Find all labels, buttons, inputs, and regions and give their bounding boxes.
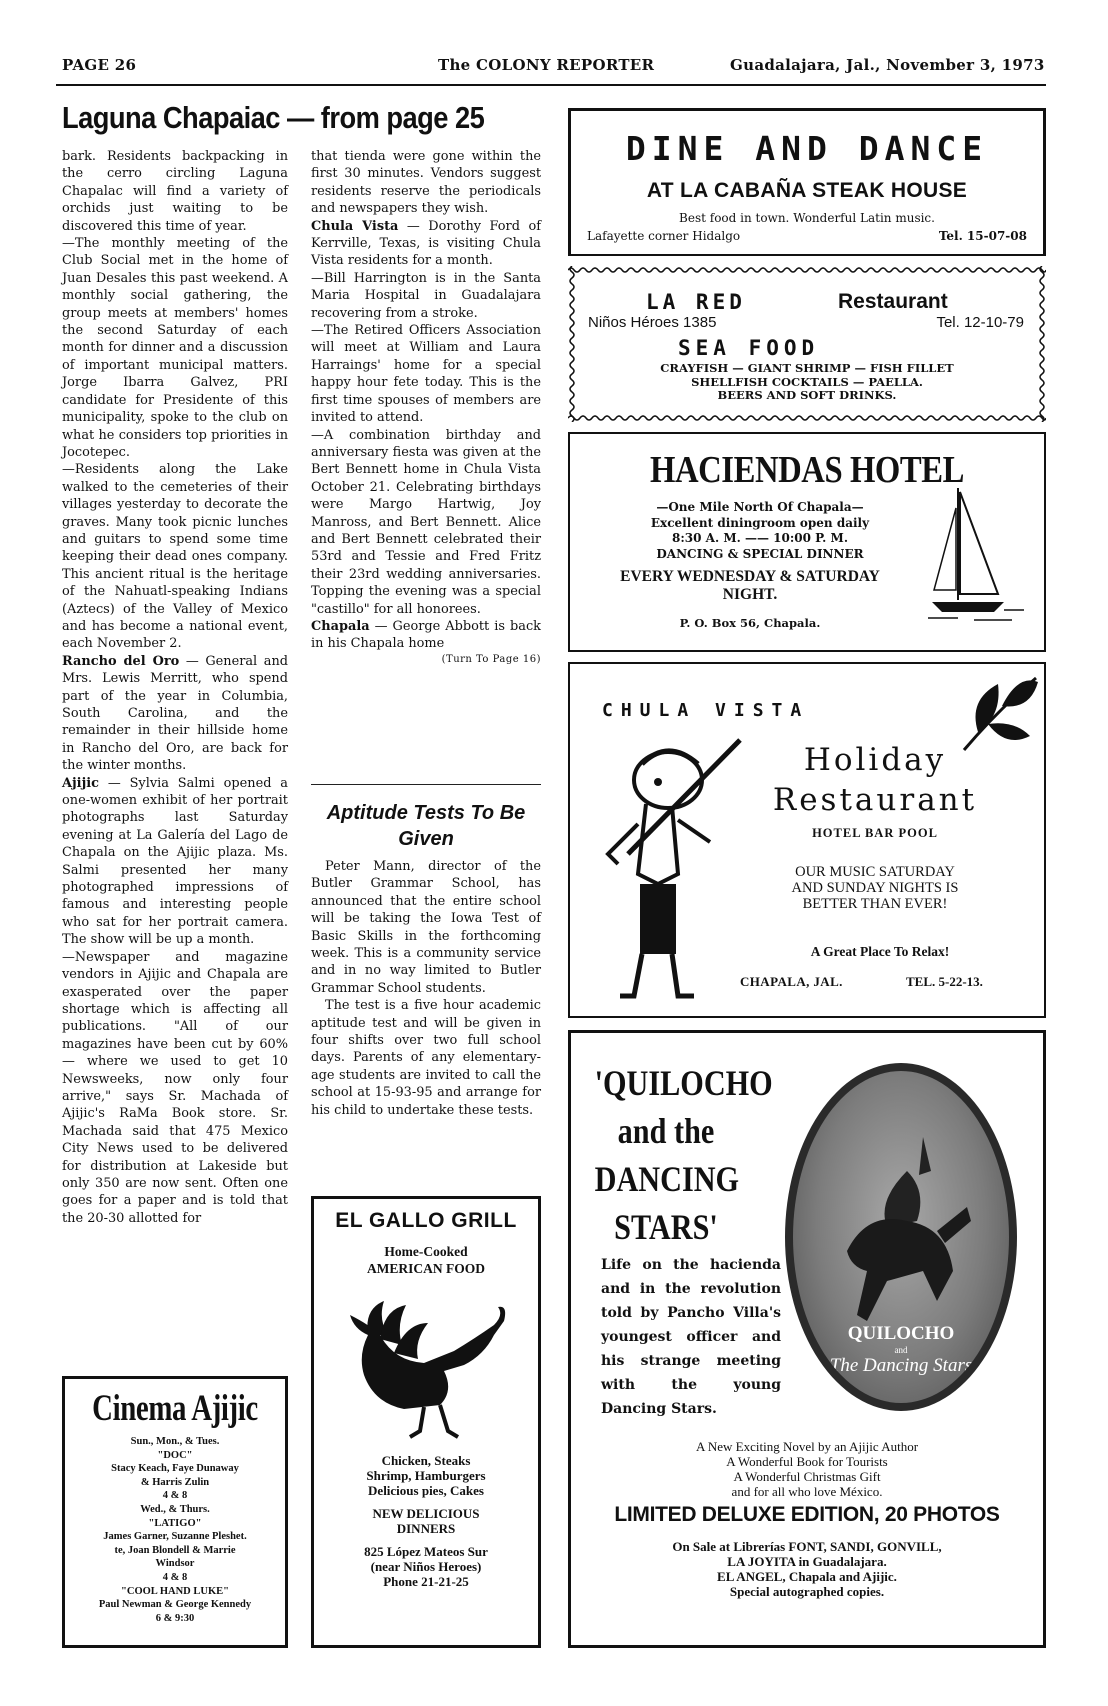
ad-title: DINE AND DANCE	[625, 129, 989, 168]
ad-line: 8:30 A. M. —— 10:00 P. M.	[672, 531, 848, 545]
ad-la-red	[568, 266, 1046, 422]
schedule-line: "DOC"	[157, 1449, 193, 1461]
article-paragraph: —The monthly meeting of the Club Social met in the home of Juan Desales this past weekend. A monthly social gathering, the group meets at members' homes the second Saturday of each month for dinner and a discussion of important municipal matters. Jorge Ibarra Galvez, PRI candidate for Presidente of this municipality, spoke to the club on what he considers top priorities in Jocotepec.	[62, 236, 288, 460]
schedule-line: 4 & 8	[162, 1571, 188, 1583]
article-headline: Laguna Chapaiac — from page 25	[62, 100, 485, 135]
book-title-line: 'QUILOCHO	[594, 1063, 773, 1103]
dateline-lead: Chapala	[311, 618, 370, 634]
ad-title: Cinema Ajijic	[92, 1388, 258, 1429]
ad-city: CHAPALA, JAL.	[740, 974, 843, 989]
ad-headline: LIMITED DELUXE EDITION, 20 PHOTOS	[614, 1503, 1000, 1526]
ad-haciendas-hotel	[568, 432, 1046, 652]
ad-text	[740, 864, 1010, 912]
ad-line: OUR MUSIC SATURDAY	[795, 864, 955, 880]
article-text: — General and Mrs. Lewis Merritt, who spend part of the year in Columbia, South Carolina, and the remainder in their hillside home in Rancho del Oro, are back for the winter months.	[62, 653, 289, 774]
schedule-line: Sun., Mon., & Tues.	[130, 1436, 220, 1447]
spacer	[314, 1536, 538, 1544]
ad-title: CHULA VISTA	[602, 700, 810, 721]
article-paragraph: —The Retired Officers Association will meet at William and Laura Harraings' home for a special happy hour fete today. This is the first time spouses of members are invited to attend.	[311, 323, 541, 426]
ad-subtitle: AT LA CABAÑA STEAK HOUSE	[646, 179, 968, 202]
ad-line: Delicious pies, Cakes	[368, 1483, 484, 1498]
column-rule	[311, 784, 541, 785]
ad-headline	[770, 740, 980, 820]
ad-title: EL GALLO GRILL	[335, 1209, 517, 1232]
sailboat-icon	[928, 478, 1028, 628]
article-paragraph: that tienda were gone within the first 30 minutes. Vendors suggest residents reserve the periodicals and newspapers they wish.	[311, 149, 541, 217]
guitar-player-icon	[598, 734, 758, 1004]
wavy-border-icon	[568, 414, 1046, 422]
book-title-line: STARS'	[614, 1207, 718, 1247]
wavy-border-icon	[568, 266, 1046, 274]
ad-line: AND SUNDAY NIGHTS IS	[791, 880, 959, 896]
cover-text: QUILOCHO	[847, 1323, 955, 1344]
schedule-line: "COOL HAND LUKE"	[121, 1585, 229, 1597]
ad-line: and for all who love México.	[731, 1484, 883, 1499]
ad-slogan: A Great Place To Relax!	[810, 944, 950, 959]
ad-line: DINNERS	[396, 1521, 456, 1536]
schedule-line: 4 & 8	[162, 1490, 188, 1502]
ad-menu-line: SHELLFISH COCKTAILS — PAELLA.	[691, 374, 923, 389]
schedule-line: & Harris Zulin	[140, 1476, 210, 1488]
ad-title: Restaurant	[838, 290, 948, 313]
ad-line: A Wonderful Book for Tourists	[726, 1454, 888, 1469]
book-title	[594, 1059, 773, 1251]
book-title-line: and the	[617, 1111, 715, 1151]
schedule-line: Wed., & Thurs.	[140, 1503, 210, 1515]
ad-phone: Tel. 12-10-79	[936, 314, 1024, 331]
book-title-line: DANCING	[594, 1159, 740, 1199]
article-paragraph: —Bill Harrington is in the Santa Maria Hospital in Guadalajara recovering from a stroke.	[311, 270, 541, 321]
continued-notice: (Turn To Page 16)	[441, 653, 541, 665]
article-paragraph	[62, 775, 288, 949]
schedule-line: Paul Newman & George Kennedy	[98, 1599, 252, 1611]
ad-line: Holiday	[803, 742, 947, 778]
ad-line: DANCING & SPECIAL DINNER	[656, 546, 864, 561]
ad-sale-info	[571, 1539, 1043, 1599]
ad-line: —One Mile North Of Chapala—	[656, 500, 864, 514]
ad-dine-and-dance	[568, 108, 1046, 256]
ad-phone: TEL. 5-22-13.	[906, 974, 983, 989]
article-column-2	[311, 148, 541, 667]
horse-rider-icon	[827, 1131, 977, 1331]
ad-menu	[568, 362, 1046, 403]
ad-line: Restaurant	[772, 782, 978, 818]
ad-address: P. O. Box 56, Chapala.	[679, 616, 821, 630]
aptitude-headline: Aptitude Tests To Be Given	[326, 802, 526, 850]
ad-line: LA JOYITA in Guadalajara.	[727, 1554, 887, 1569]
ad-line: EL ANGEL, Chapala and Ajijic.	[717, 1569, 897, 1584]
ad-line: (near Niños Heroes)	[370, 1559, 482, 1574]
ad-line: Excellent diningroom open daily	[650, 515, 870, 530]
ad-line: NIGHT.	[722, 586, 778, 603]
ad-line: Home-Cooked	[384, 1244, 468, 1259]
schedule-line: Stacy Keach, Faye Dunaway	[111, 1463, 239, 1475]
ad-address: Niños Héroes 1385	[588, 314, 717, 331]
spacer	[314, 1498, 538, 1506]
article-paragraph: —Residents along the Lake walked to the cemeteries of their villages yesterday to decorate the graves. Many took picnic lunches and guitars to spend some time keeping their dead ones company. This ancient ritual is the heritage of the Nahuatl-speaking Indians (Aztecs) of the Valley of Mexico and has become a national event, each November 2.	[62, 462, 288, 652]
ad-text: Best food in town. Wonderful Latin music.	[679, 211, 935, 225]
ad-line: Chicken, Steaks	[381, 1453, 471, 1468]
ad-line: Special autographed copies.	[729, 1584, 885, 1599]
article-column-1	[62, 148, 288, 1227]
schedule-line: 6 & 9:30	[155, 1612, 195, 1624]
ad-line: On Sale at Librerías FONT, SANDI, GONVILL,	[672, 1539, 942, 1554]
article-paragraph: The test is a five hour academic aptitude test and will be given in four shifts over two full school days. Parents of any elementary-age students are invited to call the school at 15-93-95 and arrange for his child to undertake these tests.	[311, 998, 541, 1118]
dateline-lead: Ajijic	[62, 775, 99, 791]
article-paragraph: —Newspaper and magazine vendors in Ajijic and Chapala are exasperated over the paper shortage which is affecting all publications. "All of our magazines have been cut by 60% — where we used to get 10 Newsweeks, now only four arrive," says Sr. Machada of Ajijic's RaMa Book store. Sr. Machada said that 475 Mexico City News used to be delivered for distribution at Lakeside but only 350 are now sent. Often one goes for a paper and is told that the 20-30 allotted for	[62, 949, 288, 1226]
schedule-line: te, Joan Blondell & Marrie	[114, 1544, 236, 1556]
ad-subtitle: SEA FOOD	[678, 336, 820, 360]
article-paragraph: —A combination birthday and anniversary fiesta was given at the Bert Bennett home in Chula Vista October 21. Celebrating birthdays were Margo Hartwig, Joy Manross, and Bert Bennett. Alice and Bert Bennett celebrated their 53rd and Tessie and Fred Fritz their 23rd wedding anniversaries. Topping the evening was a special "castillo" for all honorees.	[311, 427, 541, 617]
ad-text	[610, 500, 910, 562]
ad-quilocho-book	[568, 1030, 1046, 1648]
ad-line: Phone 21-21-25	[383, 1574, 469, 1589]
leaf-ornament-icon	[958, 670, 1042, 760]
page-number: PAGE 26	[62, 56, 137, 74]
article-text: — Sylvia Salmi opened a one-women exhibit of her portrait photographs last Saturday evening at La Galería del Lago de Chapala on the Ajijic plaza. Ms. Salmi presented her many photographed impressions of famous and interesting people who sat for her portrait camera. The show will be up a month.	[62, 775, 288, 948]
dateline-lead: Chula Vista	[311, 218, 399, 234]
masthead-rule	[56, 84, 1046, 86]
book-cover-image	[785, 1063, 1017, 1411]
ad-chula-vista	[568, 662, 1046, 1018]
ad-line: A New Exciting Novel by an Ajijic Author	[695, 1439, 919, 1454]
aptitude-article	[311, 858, 541, 1119]
article-paragraph: Peter Mann, director of the Butler Grammar School, has announced that the entire school will be taking the Iowa Test of Basic Skills in the forthcoming week. This is a community service and in no way limited to Butler Grammar School students.	[311, 859, 541, 996]
ad-text	[314, 1453, 538, 1589]
book-pitch	[571, 1439, 1043, 1499]
ad-line: EVERY WEDNESDAY & SATURDAY	[620, 568, 880, 585]
rooster-icon	[344, 1295, 514, 1445]
ad-phone: Tel. 15-07-08	[938, 229, 1027, 243]
ad-address: Lafayette corner Hidalgo	[587, 229, 741, 243]
article-paragraph	[311, 618, 541, 653]
ad-line: Shrimp, Hamburgers	[366, 1468, 486, 1483]
ad-subtitle	[314, 1243, 538, 1277]
article-paragraph	[311, 218, 541, 270]
article-text: — George Abbott is back in his Chapala home	[311, 618, 541, 652]
article-paragraph	[62, 653, 288, 775]
article-text: — Dorothy Ford of Kerrville, Texas, is visiting Chula Vista residents for a month.	[311, 218, 542, 269]
ad-line: A Wonderful Christmas Gift	[733, 1469, 881, 1484]
ad-cinema-ajijic	[62, 1376, 288, 1648]
movie-schedule	[65, 1435, 285, 1625]
schedule-line: "LATIGO"	[148, 1517, 202, 1529]
ad-headline	[580, 568, 920, 604]
article-paragraph: bark. Residents backpacking in the cerro circling Laguna Chapalac will find a variety of orchids just waiting to be discovered this time of year.	[62, 149, 288, 234]
ad-amenities: HOTEL BAR POOL	[812, 826, 938, 840]
ad-line: BETTER THAN EVER!	[802, 896, 948, 912]
schedule-line: Windsor	[155, 1558, 195, 1570]
dateline-lead: Rancho del Oro	[62, 653, 180, 669]
ad-el-gallo-grill	[311, 1196, 541, 1648]
ad-line: 825 López Mateos Sur	[364, 1544, 488, 1559]
ad-menu-line: CRAYFISH — GIANT SHRIMP — FISH FILLET	[660, 361, 954, 375]
schedule-line: James Garner, Suzanne Pleshet.	[103, 1531, 247, 1543]
ad-title: HACIENDAS HOTEL	[649, 449, 965, 491]
cover-text: and	[894, 1345, 908, 1355]
cover-text: The Dancing Stars	[829, 1355, 973, 1376]
ad-line: NEW DELICIOUS	[372, 1506, 480, 1521]
newspaper-name: The COLONY REPORTER	[438, 56, 655, 74]
ad-line: AMERICAN FOOD	[366, 1261, 486, 1276]
ad-title: LA RED	[646, 290, 746, 314]
dateline: Guadalajara, Jal., November 3, 1973	[730, 56, 1045, 74]
book-description: Life on the hacienda and in the revolution told by Pancho Villa's youngest officer and his strange meeting with the young Dancing Stars.	[601, 1257, 781, 1417]
ad-menu-line: BEERS AND SOFT DRINKS.	[717, 388, 897, 402]
